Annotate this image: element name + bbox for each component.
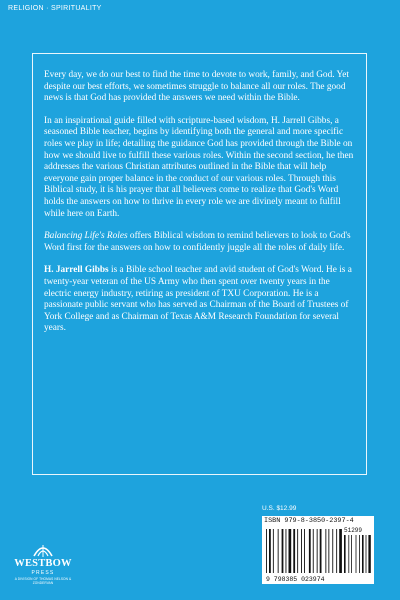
westbow-bow-icon <box>32 542 54 558</box>
barcode-bar <box>309 529 311 573</box>
barcode <box>262 526 374 584</box>
publisher-tagline: A DIVISION OF THOMAS NELSON & ZONDERVAN <box>14 577 72 585</box>
category-label: RELIGION · SPIRITUALITY <box>8 5 102 12</box>
barcode-graphic <box>262 526 374 584</box>
barcode-bar <box>336 529 337 573</box>
barcode-price-code: 51299 <box>344 527 363 534</box>
barcode-bar <box>301 529 302 573</box>
barcode-bar <box>282 529 284 573</box>
barcode-bar <box>317 529 318 573</box>
description-paragraph-3-text: offers Biblical wisdom to remind believers to look to God's Word first for the answers on how to confidently juggle all the roles of daily life. <box>44 231 351 253</box>
barcode-addon-bar <box>359 535 360 573</box>
barcode-bar <box>269 529 271 573</box>
barcode-addon-bar <box>366 535 367 573</box>
publisher-name: WESTBOW <box>14 558 72 569</box>
barcode-bar <box>273 529 274 573</box>
barcode-bar <box>313 529 314 573</box>
barcode-bar <box>339 529 342 573</box>
barcode-bar <box>293 529 295 573</box>
barcode-bar <box>328 529 329 573</box>
publisher-logo <box>10 542 76 592</box>
barcode-bar <box>297 529 298 573</box>
description-paragraph-1: Every day, we do our best to find the time to devote to work, family, and God. Yet despite our best efforts, we sometimes struggle to balance all our roles. The good news is that God has provided the answers we need within the Bible. <box>44 70 350 104</box>
barcode-addon-bar <box>368 535 370 573</box>
publisher-press: PRESS <box>31 570 55 576</box>
barcode-ean-digits: 9 798385 023974 <box>266 576 325 583</box>
barcode-addon-bar <box>356 535 357 573</box>
barcode-addon-bar <box>344 535 346 573</box>
back-cover-text <box>44 70 358 346</box>
author-name: H. Jarrell Gibbs <box>44 265 109 276</box>
description-paragraph-2: In an inspirational guide filled with scripture-based wisdom, H. Jarrell Gibbs, a seasoned Bible teacher, begins by identifying both the general and more specific roles we play in life; detailing the guidance God has provided through the Bible on how we should live to fulfill these various roles. Within the second section, he then addresses the various Christian attributes outlined in the Bible that will help everyone gain proper balance in the conduct of our various roles. Through this Biblical study, it is his prayer that all believers come to realize that God's Word holds the answers on how to thrive in every role we are divinely meant to fulfill while here on Earth. <box>44 115 354 219</box>
barcode-bar <box>304 529 305 573</box>
barcode-bar <box>332 529 333 573</box>
description-paragraph-3 <box>44 231 358 254</box>
isbn-label: ISBN 979-8-3850-2397-4 <box>262 516 374 526</box>
barcode-bar <box>278 529 279 573</box>
barcode-addon-bar <box>362 535 364 573</box>
barcode-bar <box>266 529 267 573</box>
barcode-bar <box>286 529 287 573</box>
book-title: Balancing Life's Roles <box>44 231 128 242</box>
author-bio <box>44 265 358 335</box>
barcode-addon-bar <box>351 535 352 573</box>
barcode-bar <box>325 529 326 573</box>
barcode-bar <box>289 529 292 573</box>
author-bio-text: is a Bible school teacher and avid student of God's Word. He is a twenty-year veteran of the US Army who then spent over twenty years in the electric energy industry, retiring as president of TXU Corporation. He is a passionate public servant who has served as Chairman of the Board of Trustees of York College and as Chairman of Texas A&M Research Foundation for several years. <box>44 265 352 334</box>
price-label: U.S. $12.99 <box>262 505 297 512</box>
barcode-bar <box>320 529 322 573</box>
barcode-addon-bar <box>348 535 349 573</box>
